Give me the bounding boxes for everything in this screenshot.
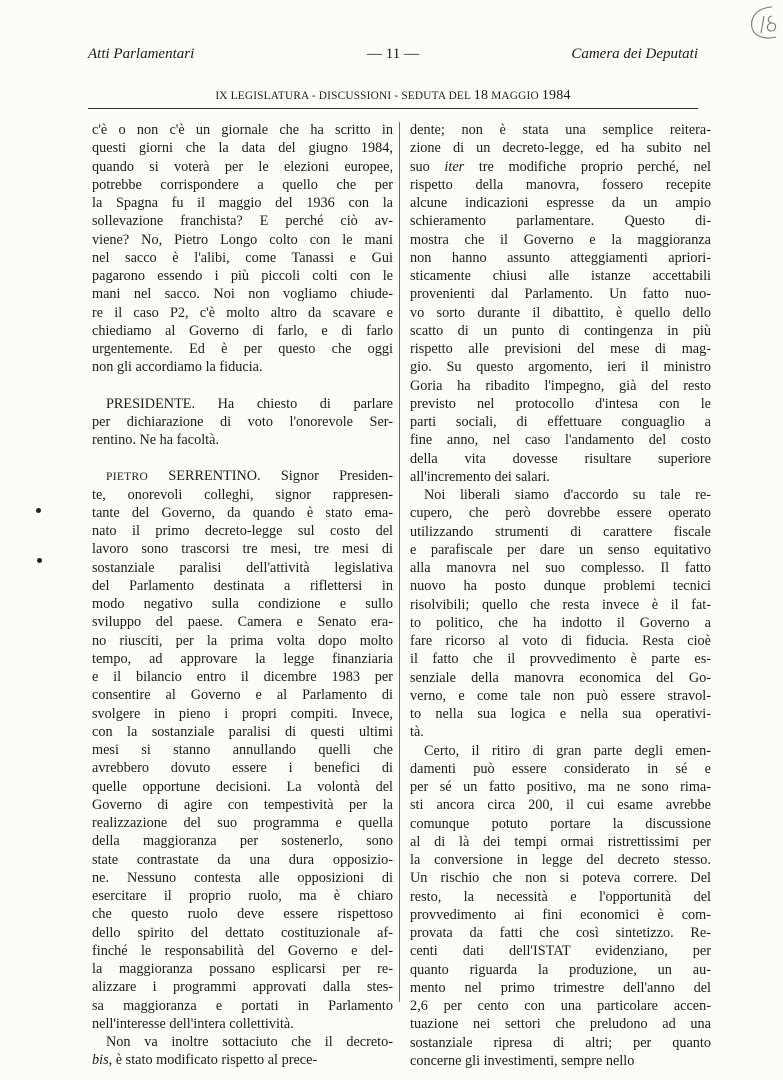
text-line: 2,6 per cento con una particolare accen- <box>410 998 711 1014</box>
session-subtitle <box>88 88 698 104</box>
text-line: quanto riguarda la produzione, un au- <box>410 961 711 978</box>
text-line: nuovo ha posto dunque problemi tecnici <box>410 578 711 595</box>
text-line: re il caso P2, c'è molto altro da scavare e <box>92 304 393 321</box>
text-line: del Parlamento destinata a riflettersi in <box>92 577 393 594</box>
text-line: sa maggioranza e portati in Parlamento <box>92 997 393 1014</box>
text-line: vo sorto durante il dibattito, è quello dello <box>410 304 711 321</box>
text-line: potrebbe corrispondere a quello che per <box>92 176 393 193</box>
text-line: della vita dovesse risultare superiore <box>410 450 711 467</box>
text-line: consentire al Governo e al Parlamento di <box>92 687 393 704</box>
text-line: risolvibili; quello che resta invece è il fat- <box>410 596 711 613</box>
text-line: quando si voterà per le elezioni europee, <box>92 158 393 175</box>
text-line: utilizzando strumenti di carattere fiscale <box>410 523 711 540</box>
text-line: Goria ha ribadito l'impegno, già del resto <box>410 377 711 394</box>
text-line: tante del Governo, da quando è stato ema- <box>92 504 393 521</box>
text-line: Certo, il ritiro di gran parte degli emen- <box>424 742 711 759</box>
text-line: parti sociali, di effettuare conguaglio a <box>410 414 711 430</box>
text-line: sostanziale paralisi dell'attività legislativa <box>92 559 393 576</box>
text-line: PRESIDENTE. Ha chiesto di parlare <box>106 395 393 412</box>
text-line: pagarono essendo i più piccoli colti con le <box>92 268 393 284</box>
text-line: e parafiscale per dare un senso equitativo <box>410 541 711 558</box>
text-line: mesi si stanno annullando quelli che <box>92 742 393 758</box>
right-column <box>410 121 711 1070</box>
text-line: concerne gli investimenti, sempre nello <box>410 1052 635 1069</box>
text-line: PIETRO SERRENTINO. Signor Presiden- <box>106 468 393 485</box>
text-line: alla manovra nel suo complesso. Il fatto <box>410 560 711 576</box>
text-line: la conversione in legge del decreto stesso. <box>410 852 711 868</box>
text-line: sviluppo del paese. Camera e Senato era- <box>92 614 393 631</box>
margin-dot <box>36 508 41 513</box>
text-line: c'è o non c'è un giornale che ha scritto in <box>92 122 393 138</box>
page-header <box>88 46 698 68</box>
text-line: suo iter tre modifiche proprio perché, nel <box>410 158 711 175</box>
text-line: mento nel primo trimestre dell'anno del <box>410 979 711 996</box>
column-divider <box>399 122 400 1002</box>
text-line: avrebbero dovuto essere i benefici di <box>92 760 393 777</box>
text-line: mani nel sacco. Noi non vogliamo chiude- <box>92 286 393 303</box>
text-line: mostra che il Governo e la maggioranza <box>410 231 711 248</box>
text-line: fare ricorso al voto di fiducia. Resta cioè <box>410 633 711 649</box>
text-line: sticamente chiusi alle istanze accettabili <box>410 268 711 284</box>
text-line: sollevazione franchista? E perché ciò av- <box>92 213 393 230</box>
text-line: bis, è stato modificato rispetto al prece- <box>92 1052 318 1069</box>
left-column <box>92 121 393 1070</box>
text-line: tà. <box>410 724 424 741</box>
text-line: rispetto della manovra, fossero recepite <box>410 176 711 193</box>
text-line: urgentemente. Ed è per questo che oggi <box>92 341 393 357</box>
text-line: che questo ruolo deve essere rispettoso <box>92 906 393 923</box>
text-line: ne. Nessuno contesta alle opposizioni di <box>92 869 393 886</box>
text-line: non hanno assunto atteggiamenti apriori- <box>410 249 711 266</box>
text-line: della maggioranza per sostenerlo, sono <box>92 833 393 850</box>
text-line: per sé un fatto positivo, ma ne sono rima- <box>410 779 711 795</box>
text-line: Noi liberali siamo d'accordo su tale re- <box>424 487 711 503</box>
text-line: tempo, ad approvare la legge finanziaria <box>92 650 393 667</box>
text-line: scatto di un punto di contingenza in più <box>410 322 711 339</box>
text-line: modo negativo sulla condizione e sullo <box>92 596 393 612</box>
text-line: provvedimento ai fini economici è com- <box>410 906 711 923</box>
text-line: chiediamo al Governo di farlo, e di farlo <box>92 322 393 339</box>
page-number: — 11 — <box>367 46 419 62</box>
text-line: resto, la necessità e l'opportunità del <box>410 888 711 905</box>
text-line: verno, e come tale non può essere stravol- <box>410 687 711 704</box>
paragraph-gap <box>92 449 393 467</box>
subtitle-year: 1984 <box>541 88 571 103</box>
text-line: questi giorni che la data del giugno 1984, <box>92 140 393 157</box>
text-line: alizzare i programmi approvati dalla stes- <box>92 979 393 996</box>
text-line: svolgere in pieno i propri compiti. Invece, <box>92 705 393 722</box>
text-line: tuazione nei settori che preludono ad una <box>410 1016 711 1033</box>
subtitle-text: IX LEGISLATURA - DISCUSSIONI - SEDUTA DEL <box>215 90 471 102</box>
text-line: previsto nel protocollo d'intesa con le <box>410 395 711 412</box>
text-line: rispetto alle previsioni del mese di mag- <box>410 341 711 357</box>
text-line: to nella sua logica e nella sua operativi- <box>410 706 711 722</box>
text-line: fine anno, nel caso l'andamento del costo <box>410 432 711 449</box>
margin-dot <box>37 558 42 563</box>
text-line: provenienti dal Parlamento. Un fatto nuo- <box>410 286 711 303</box>
text-line: con la sostanziale paralisi di questi ultimi <box>92 723 393 740</box>
header-right: Camera dei Deputati <box>571 46 698 62</box>
header-left: Atti Parlamentari <box>88 46 195 62</box>
text-line: nell'interesse dell'intera collettività. <box>92 1015 294 1032</box>
text-line: la maggioranza possano esplicarsi per re- <box>92 961 393 977</box>
text-line: dello spirito del dettato costituzionale af- <box>92 924 393 941</box>
text-line: comunque potuto portare la discussione <box>410 815 711 832</box>
text-line: realizzazione del suo programma e quella <box>92 815 393 831</box>
text-line: state contrastate da una dura opposizio- <box>92 851 393 868</box>
text-line: finché le responsabilità del Governo e del- <box>92 942 393 959</box>
text-line: la Spagna fu il maggio del 1936 con la <box>92 195 393 211</box>
text-line: il fatto che il provvedimento è parte es- <box>410 651 711 668</box>
text-line: no riusciti, per la prima volta dopo molto <box>92 632 393 649</box>
text-line: damenti può essere considerato in sé e <box>410 760 711 777</box>
text-line: centi dati dell'ISTAT evidenziano, per <box>410 943 711 960</box>
text-line: te, onorevoli colleghi, signor rappresen- <box>92 486 393 503</box>
text-line: provata da fatti che così sintetizzo. Re- <box>410 925 711 941</box>
text-line: rentino. Ne ha facoltà. <box>92 432 220 448</box>
text-line: Non va inoltre sottaciuto che il decreto- <box>106 1034 393 1050</box>
text-line: nato il primo decreto-legge sul costo del <box>92 523 393 539</box>
text-line: zione di un decreto-legge, ed ha subito nel <box>410 140 711 157</box>
text-line: to politico, che ha indotto il Governo a <box>410 614 711 631</box>
text-line: sti ancora circa 200, il cui esame avrebbe <box>410 797 711 814</box>
text-line: lavoro sono trascorsi tre mesi, tre mesi di <box>92 541 393 558</box>
text-line: sostanziale ripresa di altri; per quanto <box>410 1034 711 1051</box>
handwritten-page-mark <box>742 4 782 44</box>
text-line: nel sacco è l'alibi, come Tanassi e Gui <box>92 249 393 266</box>
paragraph-gap <box>92 377 393 395</box>
text-line: schieramento parlamentare. Questo di- <box>410 213 711 230</box>
text-line: per dichiarazione di voto l'onorevole Ser- <box>92 413 393 430</box>
text-line: esercitare il proprio ruolo, ma è chiaro <box>92 888 393 904</box>
header-rule <box>88 108 698 109</box>
text-line: all'incremento dei salari. <box>410 468 550 485</box>
text-line: dente; non è stata una semplice reitera- <box>410 122 711 138</box>
text-line: al di là dei tempi ormai ristrettissimi per <box>410 833 711 850</box>
text-line: gio. Su questo argomento, ieri il ministro <box>410 359 711 376</box>
subtitle-day: 18 <box>473 88 489 103</box>
text-line: quelle opportune decisioni. La volontà del <box>92 778 393 795</box>
text-line: non gli accordiamo la fiducia. <box>92 359 263 376</box>
text-line: e il bilancio entro il dicembre 1983 per <box>92 669 393 685</box>
text-line: viene? No, Pietro Longo colto con le mani <box>92 231 393 248</box>
text-line: senziale della manovra economica del Go- <box>410 669 711 686</box>
text-line: cupero, che però dovrebbe essere operato <box>410 505 711 522</box>
text-line: Un rischio che non si poteva correre. Del <box>410 870 711 887</box>
text-line: alcune indicazioni espresse da un ampio <box>410 195 711 211</box>
text-line: Governo di agire con tempestività per la <box>92 796 393 813</box>
subtitle-month: MAGGIO <box>491 90 539 102</box>
